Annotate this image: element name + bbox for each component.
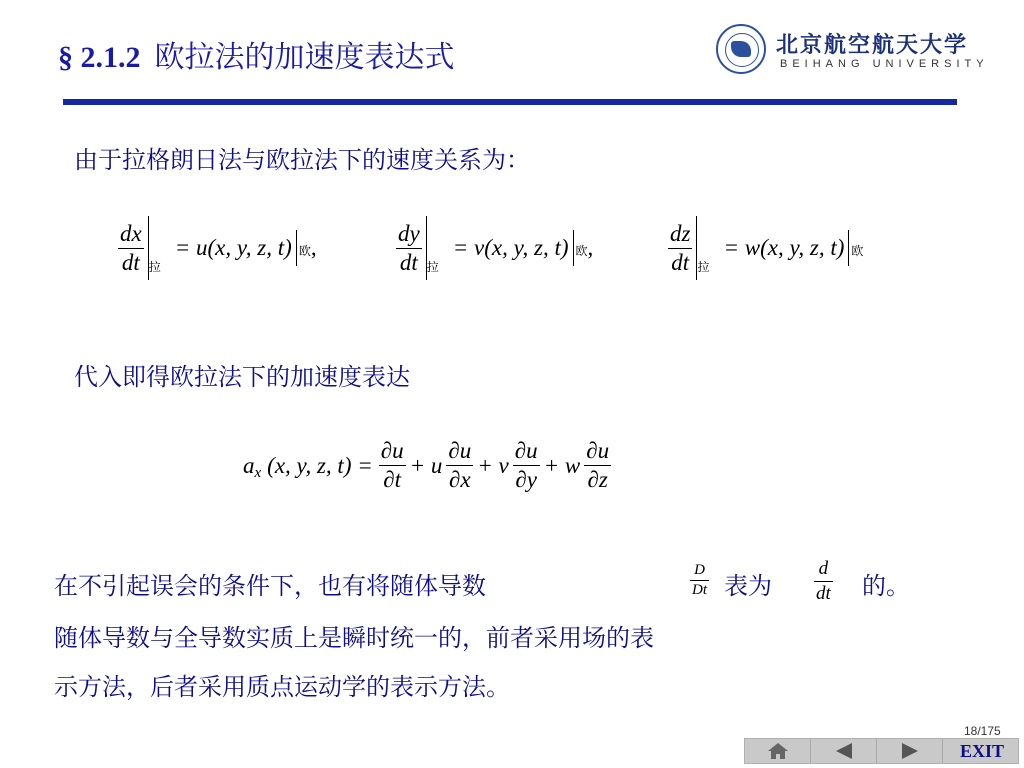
intro-text: 由于拉格朗日法与欧拉法下的速度关系为：	[74, 146, 530, 174]
rhs-w: = w(x, y, z, t)	[723, 235, 845, 260]
fraction-dz-dt: $\frac{dz}{dt}$	[670, 220, 691, 275]
fraction-du-dy: $\frac{\partial u}{\partial y}$	[514, 438, 538, 492]
fraction-du-dx: $\frac{\partial u}{\partial x}$	[448, 438, 472, 492]
university-logo	[710, 20, 989, 82]
note-line-3: 示方法，后者采用质点运动学的表示方法。	[54, 673, 510, 701]
section-number: § 2.1.2	[58, 41, 141, 74]
previous-slide-button[interactable]	[811, 739, 877, 763]
velocity-eq-y	[396, 216, 593, 280]
home-button[interactable]	[745, 739, 811, 763]
home-icon	[767, 742, 789, 760]
velocity-eq-z	[668, 216, 863, 280]
exit-button[interactable]: EXIT	[959, 740, 1004, 761]
lhs-a: a	[243, 452, 255, 478]
op-plus-u: + u	[409, 452, 443, 478]
separator: ,	[587, 235, 594, 260]
section-title: 欧拉法的加速度表达式	[154, 40, 455, 75]
separator: ,	[310, 235, 317, 260]
lagrange-subscript: 拉	[148, 259, 161, 274]
op-plus-w: + w	[543, 452, 581, 478]
title-divider	[63, 99, 957, 105]
fraction-dy-dt: $\frac{dy}{dt}$	[398, 220, 420, 275]
page-number: 18/175	[964, 724, 1001, 738]
euler-subscript: 欧	[575, 243, 588, 258]
logo-en-name: BEIHANG UNIVERSITY	[780, 58, 989, 70]
triangle-left-icon	[834, 742, 854, 760]
total-derivative: $\frac{d}{dt}$	[816, 558, 831, 604]
slide-title	[58, 32, 455, 76]
op-plus-v: + v	[477, 452, 509, 478]
slide-navigation	[744, 738, 1019, 764]
eval-bar	[573, 230, 574, 266]
eval-bar	[848, 230, 849, 266]
fraction-du-dz: $\frac{\partial u}{\partial z}$	[586, 438, 610, 492]
university-seal-icon	[716, 24, 766, 74]
lagrange-subscript: 拉	[426, 259, 439, 274]
note-line-1c: 的。	[862, 572, 910, 600]
note-line-1b: 表为	[724, 572, 772, 600]
lhs-subscript: x	[254, 465, 262, 481]
triangle-right-icon	[900, 742, 920, 760]
rhs-v: = v(x, y, z, t)	[452, 235, 569, 260]
acceleration-equation	[243, 438, 611, 493]
eval-bar	[296, 230, 297, 266]
note-line-1a: 在不引起误会的条件下，也有将随体导数	[54, 572, 486, 600]
rhs-u: = u(x, y, z, t)	[174, 235, 292, 260]
note-line-2: 随体导数与全导数实质上是瞬时统一的，前者采用场的表	[54, 624, 654, 652]
euler-subscript: 欧	[851, 243, 864, 258]
logo-cn-name: 北京航空航天大学	[776, 32, 969, 58]
next-slide-button[interactable]	[877, 739, 943, 763]
euler-subscript: 欧	[298, 243, 311, 258]
lhs-args: (x, y, z, t) =	[267, 452, 373, 478]
material-derivative: $\frac{D}{Dt}$	[692, 562, 707, 598]
fraction-dx-dt: $\frac{dx}{dt}$	[120, 220, 142, 275]
velocity-eq-x	[118, 216, 317, 280]
substitute-text: 代入即得欧拉法下的加速度表达	[74, 363, 410, 391]
lagrange-subscript: 拉	[697, 259, 710, 274]
fraction-du-dt: $\frac{\partial u}{\partial t}$	[380, 438, 404, 492]
